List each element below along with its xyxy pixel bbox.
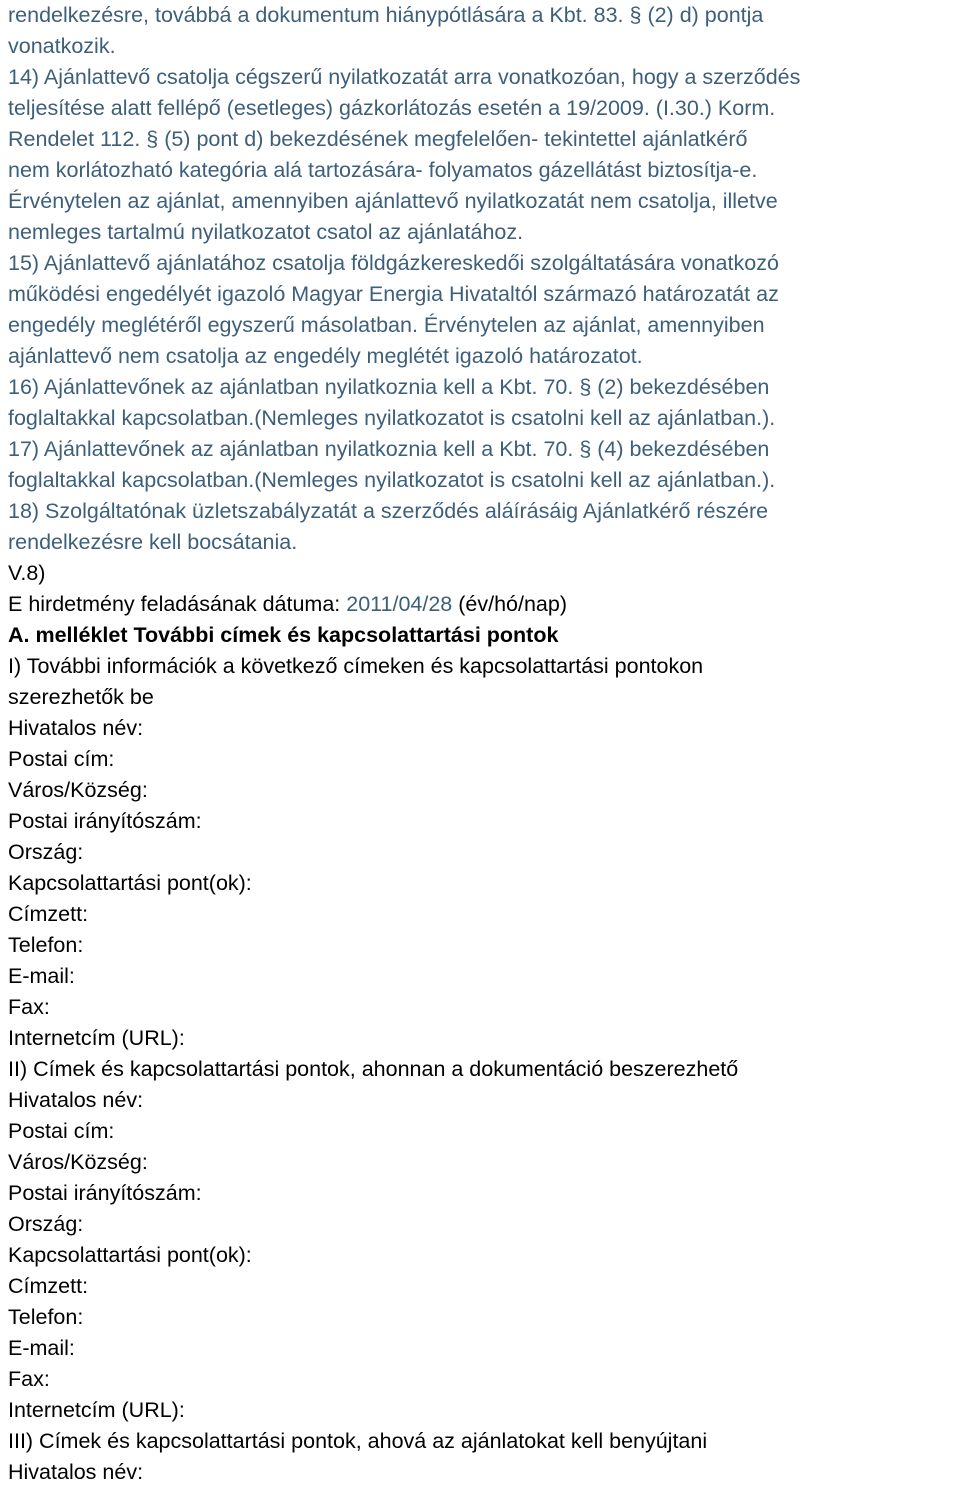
text-segment: E-mail: <box>8 1336 75 1360</box>
text-segment: V.8) <box>8 561 46 585</box>
text-segment: rendelkezésre, továbbá a dokumentum hiánypótlására a Kbt. 83. <box>8 3 630 27</box>
text-line <box>8 124 956 155</box>
text-segment: nem korlátozható kategória alá tartozására- folyamatos gázellátást biztosítja-e. <box>8 158 758 182</box>
text-line <box>8 186 956 217</box>
text-line <box>8 1302 956 1333</box>
text-segment: Címzett: <box>8 902 89 926</box>
text-segment: Postai cím: <box>8 1119 115 1143</box>
text-segment: Postai cím: <box>8 747 115 771</box>
text-line <box>8 899 956 930</box>
text-segment: E hirdetmény feladásának dátuma: <box>8 592 347 616</box>
text-line <box>8 372 956 403</box>
text-segment: Címzett: <box>8 1274 89 1298</box>
text-segment: Város/Község: <box>8 1150 148 1174</box>
text-line <box>8 1271 956 1302</box>
text-line <box>8 93 956 124</box>
text-segment: 15) Ajánlattevő ajánlatához csatolja földgázkereskedői szolgáltatására vonatkozó <box>8 251 779 275</box>
text-line <box>8 527 956 558</box>
text-segment: Hivatalos név: <box>8 716 144 740</box>
text-line <box>8 0 956 31</box>
text-segment: Fax: <box>8 995 50 1019</box>
text-segment: engedély meglétéről egyszerű másolatban. Érvénytelen az ajánlat, amennyiben <box>8 313 765 337</box>
text-line <box>8 1116 956 1147</box>
text-segment: Ország: <box>8 1212 84 1236</box>
text-segment: E-mail: <box>8 964 75 988</box>
text-line <box>8 31 956 62</box>
text-line <box>8 496 956 527</box>
text-segment: Érvénytelen az ajánlat, amennyiben ajánlattevő nyilatkozatát nem csatolja, illetve <box>8 189 778 213</box>
text-segment: ajánlattevő nem csatolja az engedély meglétét igazoló határozatot. <box>8 344 643 368</box>
text-line <box>8 62 956 93</box>
text-line <box>8 837 956 868</box>
text-segment: teljesítése alatt fellépő (esetleges) gázkorlátozás esetén a 19/2009. (I.30.) Korm. <box>8 96 776 120</box>
text-line <box>8 1333 956 1364</box>
text-segment: Hivatalos név: <box>8 1088 144 1112</box>
text-segment: 14) Ajánlattevő csatolja cégszerű nyilatkozatát arra vonatkozóan, hogy a szerződés <box>8 65 801 89</box>
text-segment: 17) Ajánlattevőnek az ajánlatban nyilatkoznia kell a Kbt. 70. § (4) bekezdésében <box>8 437 770 461</box>
text-line <box>8 651 956 682</box>
text-segment: Postai irányítószám: <box>8 1181 202 1205</box>
text-segment: Internetcím (URL): <box>8 1398 185 1422</box>
text-segment: vonatkozik. <box>8 34 116 58</box>
text-segment: 18) Szolgáltatónak üzletszabályzatát a szerződés aláírásáig Ajánlatkérő részére <box>8 499 769 523</box>
text-line <box>8 806 956 837</box>
document-body <box>8 0 956 1488</box>
text-line <box>8 155 956 186</box>
text-segment: Rendelet 112. § (5) pont d) bekezdésének megfelelően- tekintettel ajánlatkérő <box>8 127 748 151</box>
text-segment: működési engedélyét igazoló Magyar Energia Hivataltól származó határozatát az <box>8 282 779 306</box>
text-line <box>8 1147 956 1178</box>
text-segment: A. melléklet További címek és kapcsolattartási pontok <box>8 623 559 647</box>
text-line <box>8 403 956 434</box>
text-segment: Telefon: <box>8 933 84 957</box>
text-segment: Telefon: <box>8 1305 84 1329</box>
text-segment: (év/hó/nap) <box>452 592 567 616</box>
text-line <box>8 589 956 620</box>
text-line <box>8 992 956 1023</box>
text-segment: II) Címek és kapcsolattartási pontok, ahonnan a dokumentáció beszerezhető <box>8 1057 739 1081</box>
text-segment: szerezhetők be <box>8 685 154 709</box>
text-line <box>8 1209 956 1240</box>
text-line <box>8 1240 956 1271</box>
text-line <box>8 1426 956 1457</box>
text-line <box>8 682 956 713</box>
text-line <box>8 620 956 651</box>
text-segment: 2011/04/28 <box>346 592 453 616</box>
text-segment: 16) Ajánlattevőnek az ajánlatban nyilatkoznia kell a Kbt. 70. § (2) bekezdésében <box>8 375 770 399</box>
text-segment: rendelkezésre kell bocsátania. <box>8 530 298 554</box>
text-segment: Kapcsolattartási pont(ok): <box>8 871 252 895</box>
text-line <box>8 1178 956 1209</box>
text-line <box>8 1023 956 1054</box>
text-segment: Fax: <box>8 1367 50 1391</box>
text-segment: Kapcsolattartási pont(ok): <box>8 1243 252 1267</box>
text-segment: foglaltakkal kapcsolatban.(Nemleges nyilatkozatot is csatolni kell az ajánlatban.). <box>8 468 776 492</box>
text-line <box>8 558 956 589</box>
text-segment: § <box>629 3 642 27</box>
text-line <box>8 279 956 310</box>
text-line <box>8 341 956 372</box>
text-segment: Postai irányítószám: <box>8 809 202 833</box>
text-line <box>8 434 956 465</box>
text-line <box>8 1054 956 1085</box>
text-line <box>8 744 956 775</box>
text-segment: Hivatalos név: <box>8 1460 144 1484</box>
text-line <box>8 930 956 961</box>
text-line <box>8 961 956 992</box>
text-line <box>8 775 956 806</box>
text-line <box>8 1085 956 1116</box>
text-segment: Ország: <box>8 840 84 864</box>
text-segment: Internetcím (URL): <box>8 1026 185 1050</box>
text-line <box>8 217 956 248</box>
text-line <box>8 1364 956 1395</box>
text-line <box>8 1457 956 1488</box>
text-segment: (2) d) pontja <box>641 3 764 27</box>
text-segment: III) Címek és kapcsolattartási pontok, ahová az ajánlatokat kell benyújtani <box>8 1429 708 1453</box>
text-line <box>8 310 956 341</box>
text-segment: Város/Község: <box>8 778 148 802</box>
text-line <box>8 248 956 279</box>
text-line <box>8 465 956 496</box>
text-line <box>8 713 956 744</box>
text-line <box>8 1395 956 1426</box>
text-line <box>8 868 956 899</box>
text-segment: foglaltakkal kapcsolatban.(Nemleges nyilatkozatot is csatolni kell az ajánlatban.). <box>8 406 776 430</box>
text-segment: nemleges tartalmú nyilatkozatot csatol az ajánlatához. <box>8 220 524 244</box>
text-segment: I) További információk a következő címeken és kapcsolattartási pontokon <box>8 654 704 678</box>
